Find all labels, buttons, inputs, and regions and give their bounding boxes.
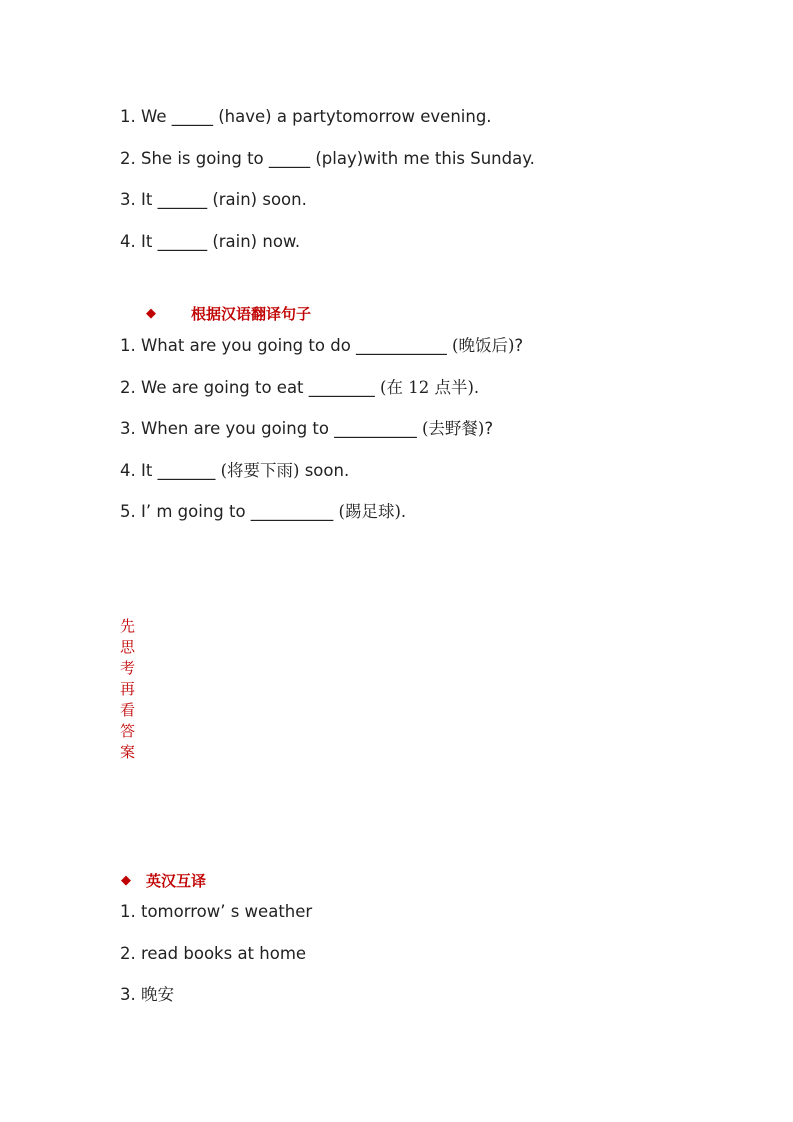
line-english: 2. We are going to eat ________ bbox=[120, 378, 381, 397]
exercise-line bbox=[120, 902, 312, 922]
diamond-bullet-icon: ◆ bbox=[146, 306, 156, 321]
line-end: soon. bbox=[299, 461, 350, 480]
line-chinese-hint: (将要下雨) bbox=[220, 461, 300, 480]
vertical-note: 先思考再看答案 bbox=[120, 617, 136, 761]
line-english: 2. read books at home bbox=[120, 944, 307, 963]
line-chinese-hint: (在 12 点半) bbox=[380, 378, 474, 397]
section-heading: 根据汉语翻译句子 bbox=[191, 305, 312, 323]
exercise-line: 1. We _____ (have) a partytomorrow evening. bbox=[120, 107, 492, 126]
exercise-line: 2. She is going to _____ (play)with me this Sunday. bbox=[120, 149, 535, 168]
line-english: 5. I’ m going to __________ bbox=[120, 502, 339, 521]
exercise-line: 3. It ______ (rain) soon. bbox=[120, 190, 307, 209]
exercise-line bbox=[120, 336, 523, 356]
line-end: . bbox=[473, 378, 480, 397]
line-english: 1. What are you going to do ___________ bbox=[120, 336, 453, 355]
line-number: 3. bbox=[120, 985, 141, 1004]
exercise-line bbox=[120, 378, 479, 398]
exercise-line: 4. It ______ (rain) now. bbox=[120, 232, 301, 251]
line-english: 4. It _______ bbox=[120, 461, 221, 480]
exercise-line bbox=[120, 985, 174, 1005]
exercise-line bbox=[120, 419, 493, 439]
diamond-bullet-icon: ◆ bbox=[121, 873, 131, 888]
line-chinese-hint: (去野餐) bbox=[422, 419, 485, 438]
line-end: ? bbox=[514, 336, 524, 355]
exercise-line bbox=[120, 461, 349, 481]
exercise-line bbox=[120, 944, 306, 964]
line-english: 3. When are you going to __________ bbox=[120, 419, 422, 438]
line-english: 1. tomorrow’ s weather bbox=[120, 902, 313, 921]
line-end: ? bbox=[484, 419, 494, 438]
line-end: . bbox=[400, 502, 407, 521]
section-heading: 英汉互译 bbox=[146, 872, 207, 890]
line-chinese: 晚安 bbox=[141, 985, 174, 1004]
line-chinese-hint: (晚饭后) bbox=[452, 336, 515, 355]
exercise-line bbox=[120, 502, 406, 522]
line-chinese-hint: (踢足球) bbox=[338, 502, 401, 521]
